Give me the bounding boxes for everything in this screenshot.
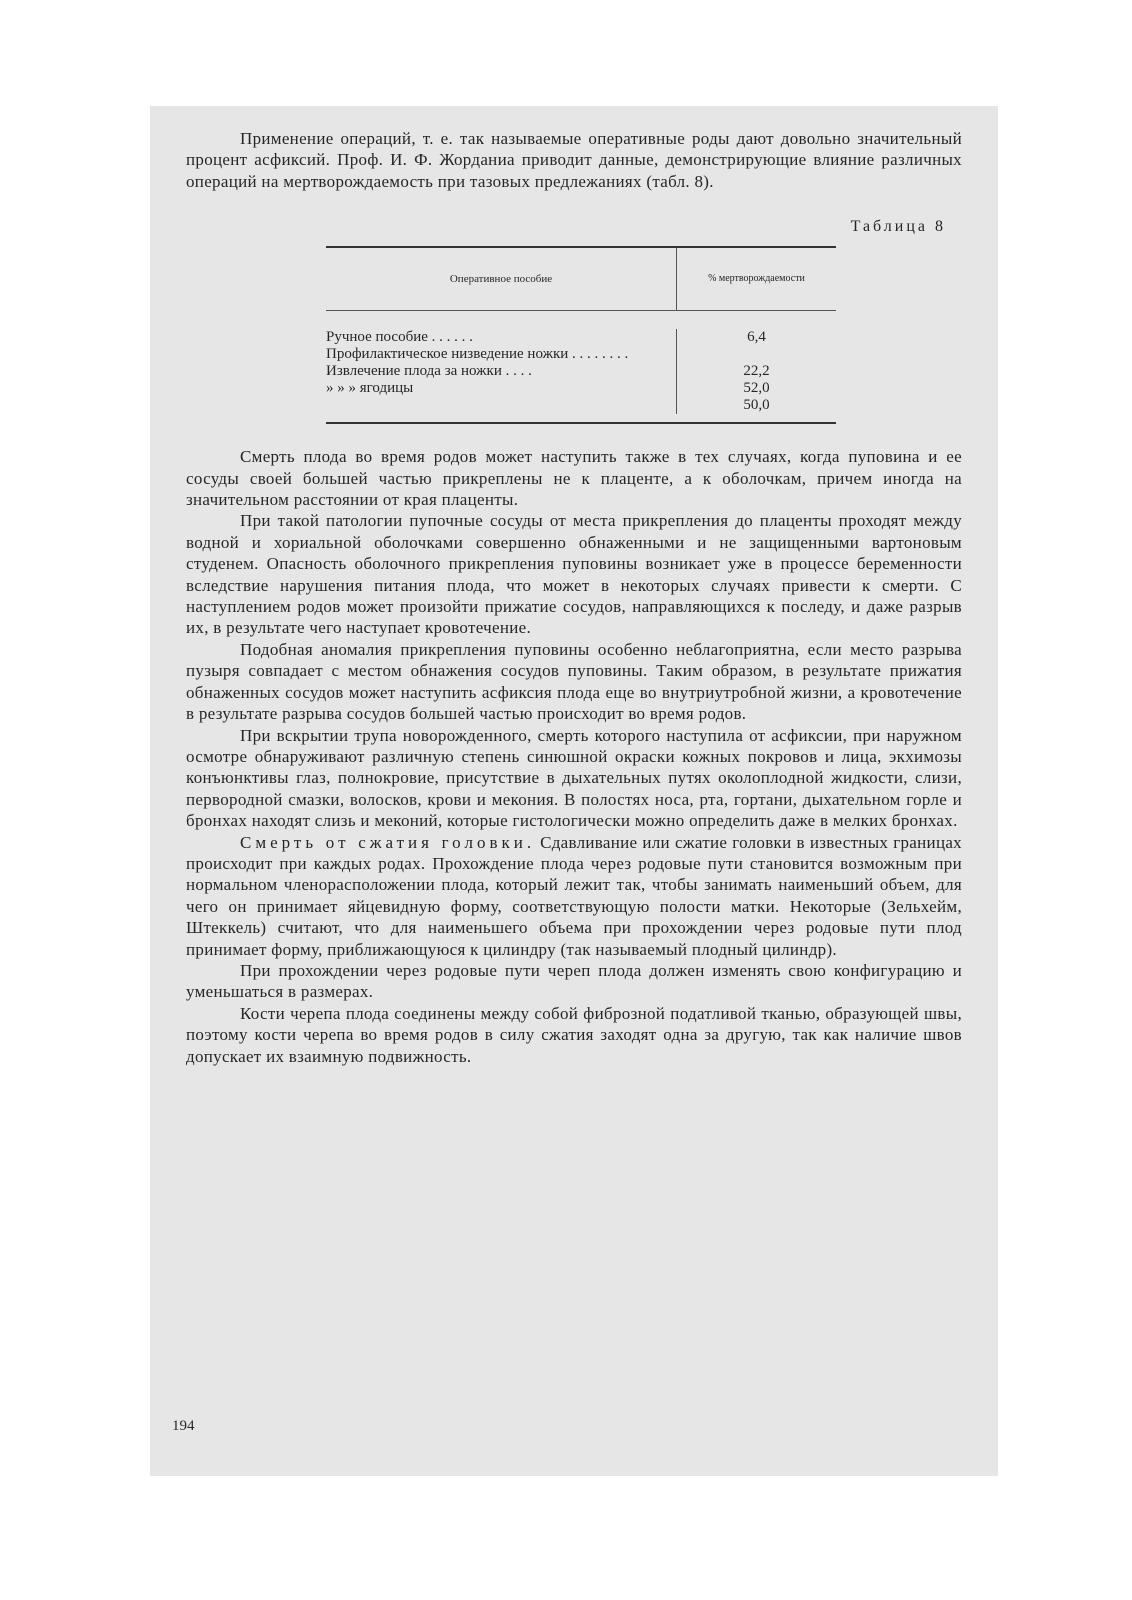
table-values-column [676,329,836,414]
body-paragraph: Подобная аномалия прикрепления пуповины особенно неблагоприятна, если место разрыва пузыря совпадает с местом обнажения сосудов пуповины. Таким образом, в результате прижатия обнаженных сосудов может наступить асфиксия плода еще во внутриутробной жизни, а кровотечение в результате разрыва сосудов большей частью происходит во время родов. [186,639,962,724]
table-header-col2: % мертворождаемости [676,248,836,310]
table-row-value: 22,2 [743,363,770,380]
page-content [186,128,962,1067]
table-row-label: Ручное пособие . . . . . . [326,329,473,346]
section-text: Сдавливание или сжатие головки в известных границах происходит при каждых родах. Прохождение плода через родовые пути становится возможным при нормальном членорасположении плода, который лежит так, чтобы занимать наименьший объем, для чего он принимает яйцевидную форму, соответствующую полости матки. Некоторые (Зельхейм, Штеккель) считают, что для наименьшего объема при прохождении через родовые пути плод принимает форму, приближающуюся к цилиндру (так называемый плодный цилиндр). [186,832,962,959]
table-row-label: Профилактическое низведение ножки . . . . . . . . [326,346,629,363]
body-paragraph: При такой патологии пупочные сосуды от места прикрепления до плаценты проходят между водной и хориальной оболочками совершенно обнаженными и не защищенными вартоновым студенем. Опасность оболочного прикрепления пуповины возникает уже в процессе беременности вследствие нарушения питания плода, что может в некоторых случаях привести к смерти. С наступлением родов может произойти прижатие сосудов, направляющихся к последу, и даже разрыв их, в результате чего наступает кровотечение. [186,511,962,638]
body-paragraph: При вскрытии трупа новорожденного, смерть которого наступила от асфиксии, при наружном осмотре обнаруживают различную степень синюшной окраски кожных покровов и лица, экхимозы конъюнктивы глаз, полнокровие, присутствие в дыхательных путях околоплодной жидкости, слизи, первородной смазки, волосков, крови и мекония. В полостях носа, рта, гортани, дыхательном горле и бронхах находят слизь и меконий, которые гистологически можно определить даже в мелких бронхах. [186,725,962,831]
table-labels-column [326,329,676,414]
mortality-table [326,246,836,424]
table-header-col1: Оперативное пособие [449,273,553,286]
page-number: 194 [172,1418,195,1434]
table-caption: Таблица 8 [850,218,946,236]
table-row-value: 6,4 [747,329,766,346]
table-bottom-rule [326,422,836,424]
table-row-value: 52,0 [743,380,770,397]
table-row-label: » » » ягодицы [326,380,414,397]
body-paragraph: Смерть плода во время родов может наступить также в тех случаях, когда пуповина и ее сосуды своей большей частью прикреплены не к плаценте, а к оболочкам, причем иногда на значительном расстоянии от края плаценты. [186,447,962,510]
body-paragraph: При прохождении через родовые пути череп плода должен изменять свою конфигурацию и уменьшаться в размерах. [186,960,962,1002]
table-row-value: 50,0 [743,397,770,414]
section-paragraph [186,832,962,960]
intro-paragraph: Применение операций, т. е. так называемые оперативные роды дают довольно значительный процент асфиксий. Проф. И. Ф. Жорданиа приводит данные, демонстрирующие влияние различных операций на мертворождаемость при тазовых предлежаниях (табл. 8). [186,129,962,191]
body-paragraph: Кости черепа плода соединены между собой фиброзной податливой тканью, образующей швы, поэтому кости черепа во время родов в силу сжатия заходят одна за другую, так как наличие швов допускает их взаимную подвижность. [186,1003,962,1066]
table-row-label: Извлечение плода за ножки . . . . [326,363,532,380]
table-body [326,311,836,414]
section-heading: Смерть от сжатия головки. [240,832,536,852]
table-header [326,248,836,311]
book-page [150,106,998,1476]
